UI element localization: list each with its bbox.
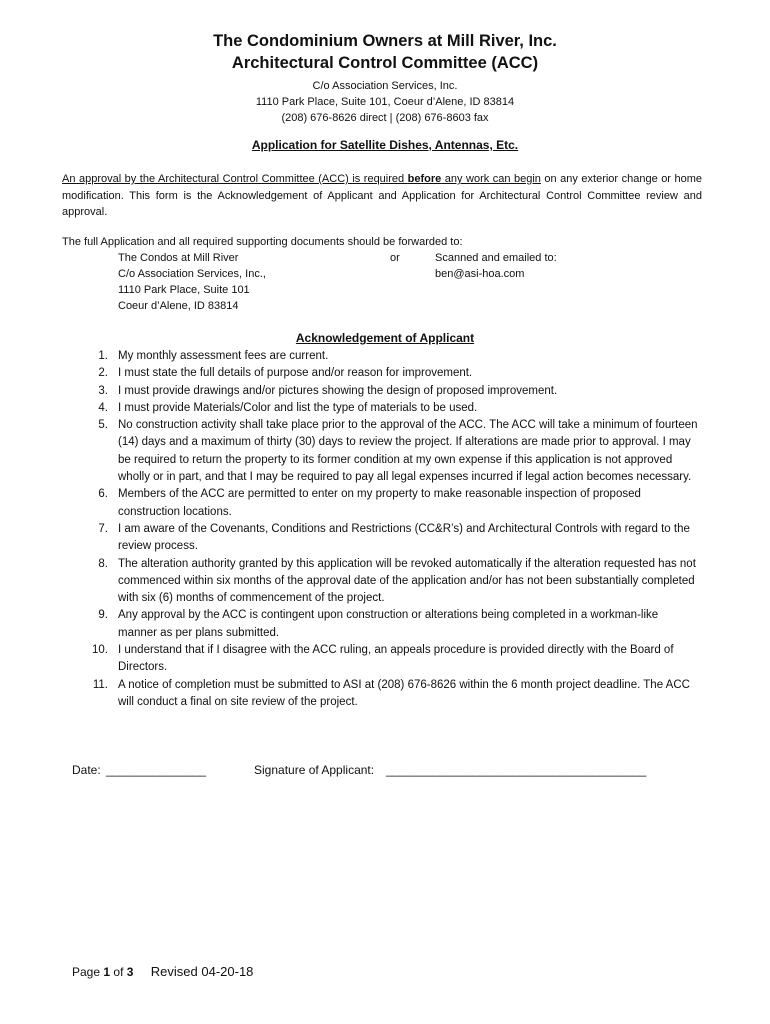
mailing-address [118,250,266,314]
acknowledgement-list [78,348,698,711]
intro-underlined-start: An approval by the Architectural Control Committee (ACC) is required [62,173,408,185]
signature-field[interactable]: _______________________________________ [386,763,647,777]
or-separator: or [390,252,400,264]
item-text: I am aware of the Covenants, Conditions and Restrictions (CC&R’s) and Architectural Controls with regard to the review process. [118,522,690,553]
item-number: 6. [98,488,108,501]
item-number: 3. [98,384,108,397]
intro-rest: on any exterior change or home modification. This form is the Acknowledgement of Applicant and Application for Architectural Control Committee review and approval. [62,173,702,218]
item-number: 10. [92,644,108,657]
item-number: 2. [98,367,108,380]
date-field[interactable]: _______________ [106,763,207,777]
address-line: C/o Association Services, Inc. [312,80,458,92]
address-line: (208) 676-8626 direct | (208) 676-8603 fax [281,112,489,124]
committee-name: Architectural Control Committee (ACC) [231,54,539,72]
date-label: Date: [72,763,101,777]
organization-name: The Condominium Owners at Mill River, Inc. [213,32,557,50]
item-text: Members of the ACC are permitted to enter on my property to make reasonable inspection of proposed construction locations. [118,488,641,518]
intro-paragraph [62,171,702,221]
item-text: I must provide drawings and/or pictures showing the design of proposed improvement. [118,384,558,397]
list-item [78,607,698,642]
item-text: The alteration authority granted by this application will be revoked automatically if the alteration requested has not commenced within six months of the approval date of the application and/or has not been substantially completed with six (6) months of commencement of the project. [118,557,696,605]
list-item [78,556,698,608]
item-text: I must state the full details of purpose and/or reason for improvement. [118,367,473,380]
item-text: A notice of completion must be submitted to ASI at (208) 676-8626 within the 6 month project deadline. The ACC will conduct a final on site review of the project. [118,678,690,708]
item-number: 7. [98,522,108,535]
current-page-number: 1 [103,965,111,979]
list-item [78,677,698,712]
list-item [78,486,698,521]
mailing-line: Coeur d’Alene, ID 83814 [118,300,239,312]
list-item [78,642,698,677]
item-text: My monthly assessment fees are current. [118,350,329,362]
application-title: Application for Satellite Dishes, Antennas, Etc. [251,138,519,152]
of-word: of [113,965,124,979]
list-item [78,400,698,417]
item-number: 11. [92,678,108,691]
mailing-line: The Condos at Mill River [118,252,239,264]
item-number: 1. [98,350,108,362]
total-pages-number: 3 [126,965,134,979]
email-instruction: Scanned and emailed to: [435,252,557,264]
item-text: Any approval by the ACC is contingent upon construction or alterations being completed in a workman-like manner as per plans submitted. [118,609,659,639]
item-number: 9. [98,609,108,622]
signature-label: Signature of Applicant: [254,763,375,777]
letterhead [0,30,770,126]
list-item [78,521,698,556]
email-address: ben@asi-hoa.com [435,268,525,280]
list-item [78,383,698,400]
list-item [78,417,698,486]
item-text: No construction activity shall take place prior to the approval of the ACC. The ACC will take a minimum of fourteen (14) days and a maximum of thirty (30) days to review the project. If alterations are made prior to approval. I may be required to return the property to its former condition at my own expense if this application is not approved wholly or in part, and that I may be required to pay all legal expenses incurred if legal action becomes necessary. [118,419,698,484]
forwarding-lead: The full Application and all required supporting documents should be forwarded to: [62,236,463,248]
page-word: Page [72,965,101,979]
list-item [78,365,698,382]
item-text: I understand that if I disagree with the ACC ruling, an appeals procedure is provided directly with the Board of Directors. [118,644,674,674]
item-number: 5. [98,419,108,432]
mailing-line: 1110 Park Place, Suite 101 [118,284,250,296]
address-line: 1110 Park Place, Suite 101, Coeur d’Alene, ID 83814 [255,96,515,108]
acknowledgement-title: Acknowledgement of Applicant [295,331,475,345]
revision-date: Revised 04-20-18 [150,964,254,979]
item-number: 8. [98,557,108,570]
item-text: I must provide Materials/Color and list the type of materials to be used. [118,401,478,414]
email-submission [435,250,557,282]
list-item [78,348,698,365]
intro-underlined-end: any work can begin [441,173,541,185]
item-number: 4. [98,401,108,414]
page-footer [72,964,253,980]
intro-bold-word: before [407,173,442,185]
mailing-line: C/o Association Services, Inc., [118,268,266,280]
